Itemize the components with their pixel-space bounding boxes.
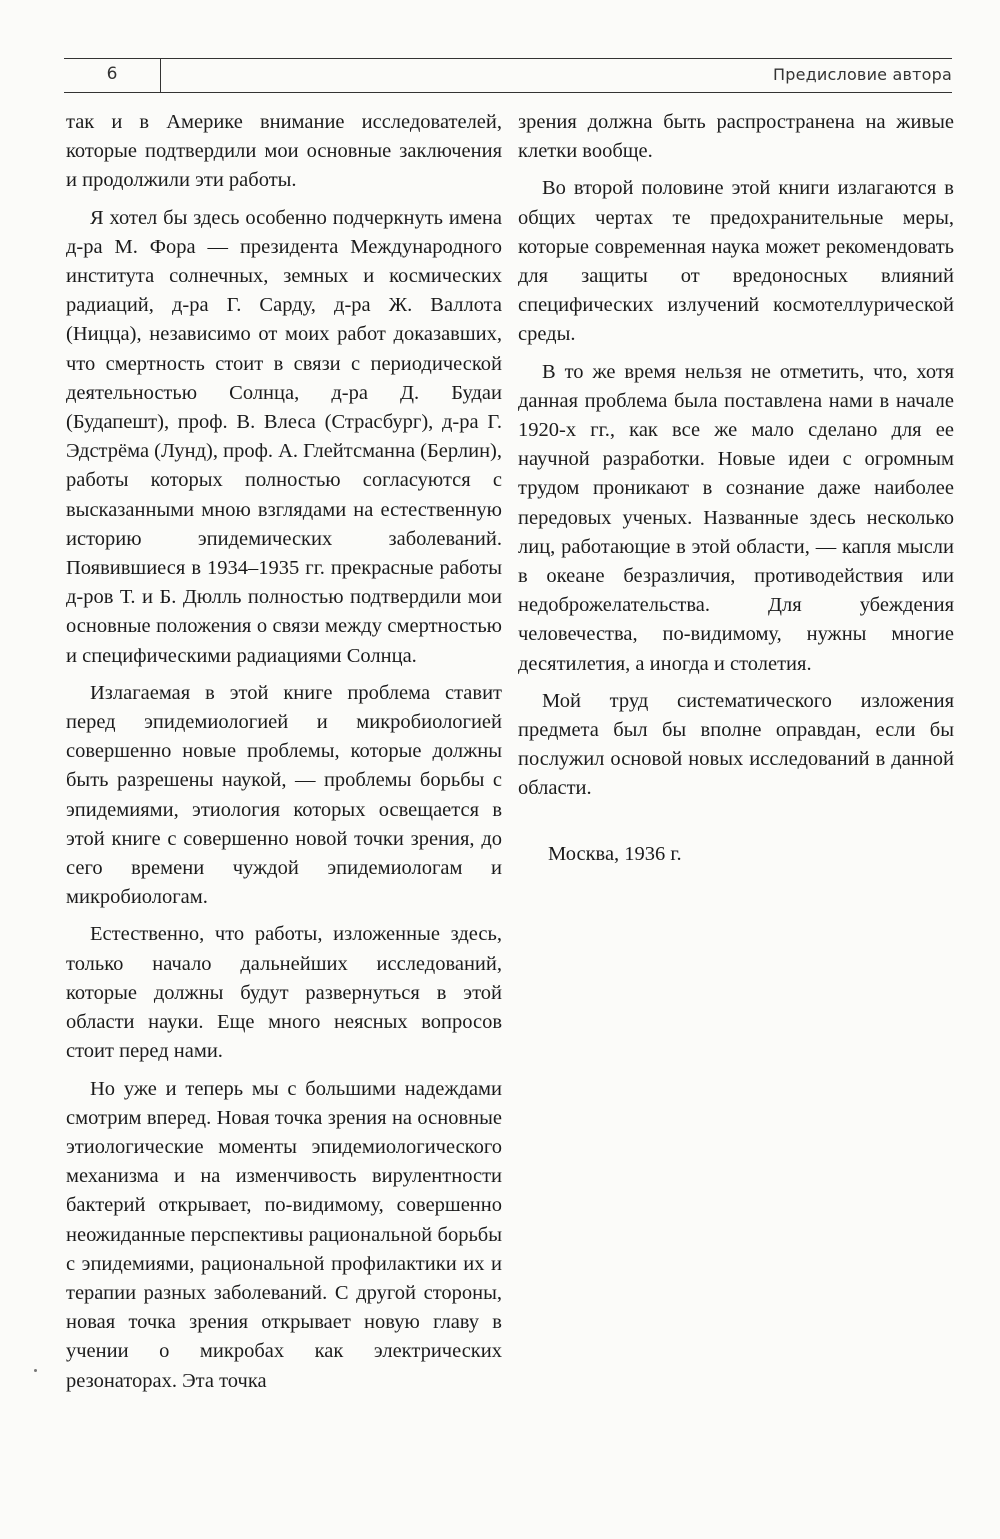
right-column <box>518 108 954 869</box>
paragraph: Во второй половине этой книги излагаются в общих чертах те предохранительные меры, которые современная наука может рекомендовать для защиты от вредоносных влияний специфических излучений космотеллурической среды. <box>518 177 954 346</box>
paragraph: Излагаемая в этой книге проблема ставит перед эпидемиологией и микробиологией совершенно новые проблемы, которые должны быть разрешены наукой, — проблемы борьбы с эпидемиями, этиология которых освещается в этой книге с совершенно новой точки зрения, до сего времени чуждой эпидемиологам и микробиологам. <box>66 681 502 909</box>
page-number: 6 <box>106 64 118 84</box>
paragraph: Естественно, что работы, изложенные здесь, только начало дальнейших исследований, которые должны будут развернуться в этой области науки. Еще много неясных вопросов стоит перед нами. <box>66 923 502 1063</box>
paragraph: Но уже и теперь мы с большими надеждами смотрим вперед. Новая точка зрения на основные этиологические моменты эпидемиологического механизма и на изменчивость вирулентности бактерий открывает, по-видимому, совершенно неожиданные перспективы рациональной борьбы с эпидемиями, рациональной профилактики их и терапии разных заболеваний. С другой стороны, новая точка зрения открывает новую главу в учении о микробах как электрических резонаторах. Эта точка <box>66 1077 502 1392</box>
running-head: Предисловие автора <box>773 65 952 84</box>
paragraph: Я хотел бы здесь особенно подчеркнуть имена д-ра М. Фора — президента Международного института солнечных, земных и космических радиаций, д-ра Г. Сарду, д-ра Ж. Валлота (Ницца), независимо от моих работ доказавших, что смертность стоит в связи с периодической деятельностью Солнца, д-ра Д. Будаи (Будапешт), проф. В. Влеса (Страсбург), д-ра Г. Эдстрёма (Лунд), проф. А. Глейтсманна (Берлин), работы которых полностью согласуются с высказанными мною взглядами на естественную историю эпидемических заболеваний. Появившиеся в 1934–1935 гг. прекрасные работы д-ров Т. и Б. Дюлль полностью подтвердили мои основные положения о связи между смертностью и специфическими радиациями Солнца. <box>66 206 502 667</box>
paragraph: В то же время нельзя не отметить, что, хотя данная проблема была поставлена нами в начале 1920-х гг., как все же мало сделано для ее научной разработки. Новые идеи с огромным трудом проникают в сознание даже наиболее передовых ученых. Названные здесь несколько лиц, работающие в этой области, — капля мысли в океане безразличия, противодействия или недоброжелательства. Для убеждения человечества, по-видимому, нужны многие десятилетия, а иногда и столетия. <box>518 360 954 675</box>
paragraph: зрения должна быть распространена на живые клетки вообще. <box>518 111 954 163</box>
scan-speck <box>34 1369 37 1372</box>
paragraph: так и в Америке внимание исследователей, которые подтвердили мои основные заключения и продолжили эти работы. <box>66 111 502 192</box>
header-divider <box>160 58 161 92</box>
signature-place-date: Москва, 1936 г. <box>548 842 682 865</box>
header-rule-top <box>64 58 952 59</box>
header-rule-bottom <box>64 92 952 93</box>
paragraph: Мой труд систематического изложения предмета был бы вполне оправдан, если бы послужил основой новых исследований в данной области. <box>518 689 954 800</box>
left-column <box>66 108 502 1404</box>
